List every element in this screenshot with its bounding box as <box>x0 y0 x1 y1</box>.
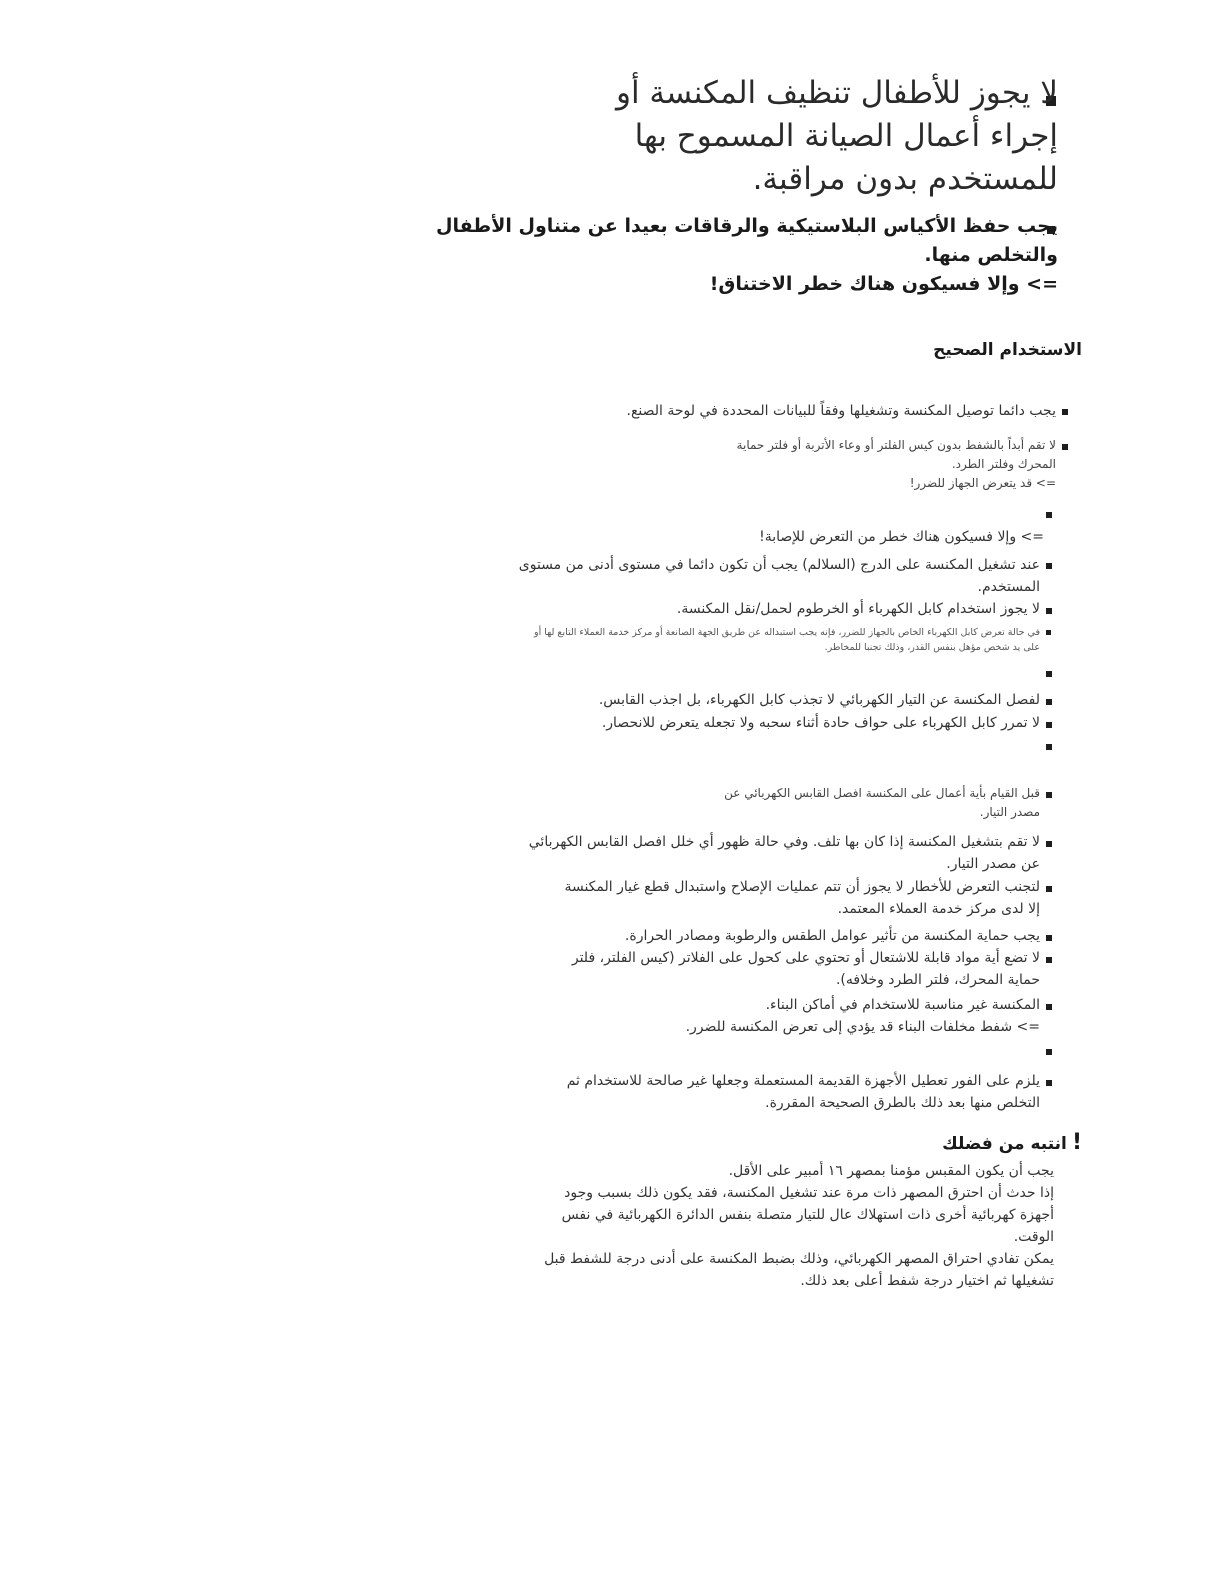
text-line: لفصل المكنسة عن التيار الكهربائي لا تجذب كابل الكهرباء، بل اجذب القابس. <box>598 692 1040 708</box>
text-line: والتخلص منها. <box>924 244 1058 266</box>
text-line: للمستخدم بدون مراقبة. <box>752 161 1058 197</box>
bullet-marker <box>1046 1049 1052 1055</box>
list-item <box>677 598 1040 620</box>
list-item <box>759 526 1044 548</box>
text-line: => شفط مخلفات البناء قد يؤدي إلى تعرض المكنسة للضرر. <box>685 1019 1040 1035</box>
bullet-marker <box>1062 409 1068 415</box>
text-line: في حالة تعرض كابل الكهرباء الخاص بالجهاز للضرر، فإنه يجب استبداله عن طريق الجهة الصانعة أو مركز خدمة العملاء التابع لها أو <box>533 627 1040 638</box>
attention-mark: ! <box>1071 1130 1082 1155</box>
text-line: => وإلا فسيكون هناك خطر الاختناق! <box>709 273 1058 295</box>
bullet-marker <box>1062 444 1068 450</box>
bullet-marker <box>1046 671 1052 677</box>
list-item <box>572 947 1040 991</box>
list-item <box>529 831 1040 875</box>
text-line: يجب حماية المكنسة من تأثير عوامل الطقس والرطوبة ومصادر الحرارة. <box>624 928 1040 944</box>
text-line: لا تقم أبداً بالشفط بدون كيس الفلتر أو وعاء الأتربة أو فلتر حماية <box>736 438 1056 452</box>
text-line: المحرك وفلتر الطرد. <box>951 457 1056 471</box>
bullet-marker <box>1046 841 1052 847</box>
bullet-marker <box>1046 722 1052 728</box>
attention-heading <box>942 1130 1082 1155</box>
text-line: لا تضع أية مواد قابلة للاشتعال أو تحتوي على كحول على الفلاتر (كيس الفلتر، فلتر <box>571 950 1040 966</box>
text-line: لا يجوز للأطفال تنظيف المكنسة أو <box>615 75 1058 111</box>
bullet-marker <box>1046 1080 1052 1086</box>
list-item <box>564 876 1040 920</box>
text-line: تشغيلها ثم اختيار درجة شفط أعلى بعد ذلك. <box>800 1273 1054 1289</box>
text-line: عن مصدر التيار. <box>946 856 1040 872</box>
text-line: المكنسة غير مناسبة للاستخدام في أماكن البناء. <box>765 997 1040 1013</box>
bullet-marker <box>1046 563 1052 569</box>
text-line: يجب حفظ الأكياس البلاستيكية والرقاقات بعيدا عن متناول الأطفال <box>436 215 1058 237</box>
text-line: لا تمرر كابل الكهرباء على حواف حادة أثناء سحبه ولا تجعله يتعرض للانحصار. <box>601 715 1040 731</box>
text-line: أجهزة كهربائية أخرى ذات استهلاك عال للتيار متصلة بنفس الدائرة الكهربائية في نفس <box>561 1207 1054 1223</box>
text-line: الوقت. <box>1013 1229 1054 1245</box>
list-item <box>686 994 1040 1038</box>
text-line: لتجنب التعرض للأخطار لا يجوز أن تتم عمليات الإصلاح واستبدال قطع غيار المكنسة <box>564 879 1040 895</box>
warning-children-cleaning <box>616 72 1058 201</box>
list-item <box>627 400 1057 422</box>
list-item <box>625 925 1040 947</box>
text-line: => قد يتعرض الجهاز للضرر! <box>909 476 1056 490</box>
bullet-marker <box>1046 957 1052 963</box>
attention-body <box>544 1160 1054 1292</box>
attention-title: انتبه من فضلك <box>942 1134 1067 1154</box>
text-line: عند تشغيل المكنسة على الدرج (السلالم) يجب أن تكون دائما في مستوى أدنى من مستوى <box>518 557 1040 573</box>
text-line: يمكن تفادي احتراق المصهر الكهربائي، وذلك بضبط المكنسة على أدنى درجة للشفط قبل <box>544 1251 1054 1267</box>
text-line: إذا حدث أن احترق المصهر ذات مرة عند تشغيل المكنسة، فقد يكون ذلك بسبب وجود <box>564 1185 1054 1201</box>
text-line: المستخدم. <box>977 579 1040 595</box>
text-line: قبل القيام بأية أعمال على المكنسة افصل القابس الكهربائي عن <box>724 786 1040 800</box>
text-line: يلزم على الفور تعطيل الأجهزة القديمة المستعملة وجعلها غير صالحة للاستخدام ثم <box>566 1073 1040 1089</box>
list-item <box>737 436 1056 493</box>
list-item <box>602 712 1040 734</box>
text-line: حماية المحرك، فلتر الطرد وخلافه). <box>835 972 1040 988</box>
text-line: على يد شخص مؤهل بنفس القدر، وذلك تجنبا للمخاطر. <box>824 642 1040 653</box>
bullet-marker <box>1046 886 1052 892</box>
bullet-marker <box>1046 935 1052 941</box>
list-item <box>724 784 1040 822</box>
list-item <box>534 625 1040 655</box>
text-line: لا تقم بتشغيل المكنسة إذا كان بها تلف. وفي حالة ظهور أي خلل افصل القابس الكهربائي <box>528 834 1040 850</box>
text-line: إلا لدى مركز خدمة العملاء المعتمد. <box>837 901 1040 917</box>
text-line: إجراء أعمال الصيانة المسموح بها <box>634 118 1058 154</box>
text-line: مصدر التيار. <box>979 805 1040 819</box>
bullet-marker <box>1046 699 1052 705</box>
text-line: => وإلا فسيكون هناك خطر من التعرض للإصابة! <box>759 529 1044 545</box>
text-line: لا يجوز استخدام كابل الكهرباء أو الخرطوم لحمل/نقل المكنسة. <box>676 601 1040 617</box>
list-item <box>519 554 1040 598</box>
bullet-marker <box>1046 1004 1052 1010</box>
list-item <box>567 1070 1040 1114</box>
text-line: يجب دائما توصيل المكنسة وتشغيلها وفقاً للبيانات المحددة في لوحة الصنع. <box>626 403 1056 419</box>
bullet-marker <box>1046 512 1052 518</box>
list-item <box>599 689 1040 711</box>
text-line: التخلص منها بعد ذلك بالطرق الصحيحة المقررة. <box>765 1095 1040 1111</box>
bullet-marker <box>1046 792 1052 798</box>
bullet-marker <box>1046 630 1051 635</box>
section-title: الاستخدام الصحيح <box>933 340 1082 360</box>
bullet-marker <box>1046 744 1052 750</box>
warning-plastic-bags <box>436 212 1058 299</box>
bullet-marker <box>1046 608 1052 614</box>
text-line: يجب أن يكون المقبس مؤمنا بمصهر ١٦ أمبير على الأقل. <box>728 1163 1054 1179</box>
